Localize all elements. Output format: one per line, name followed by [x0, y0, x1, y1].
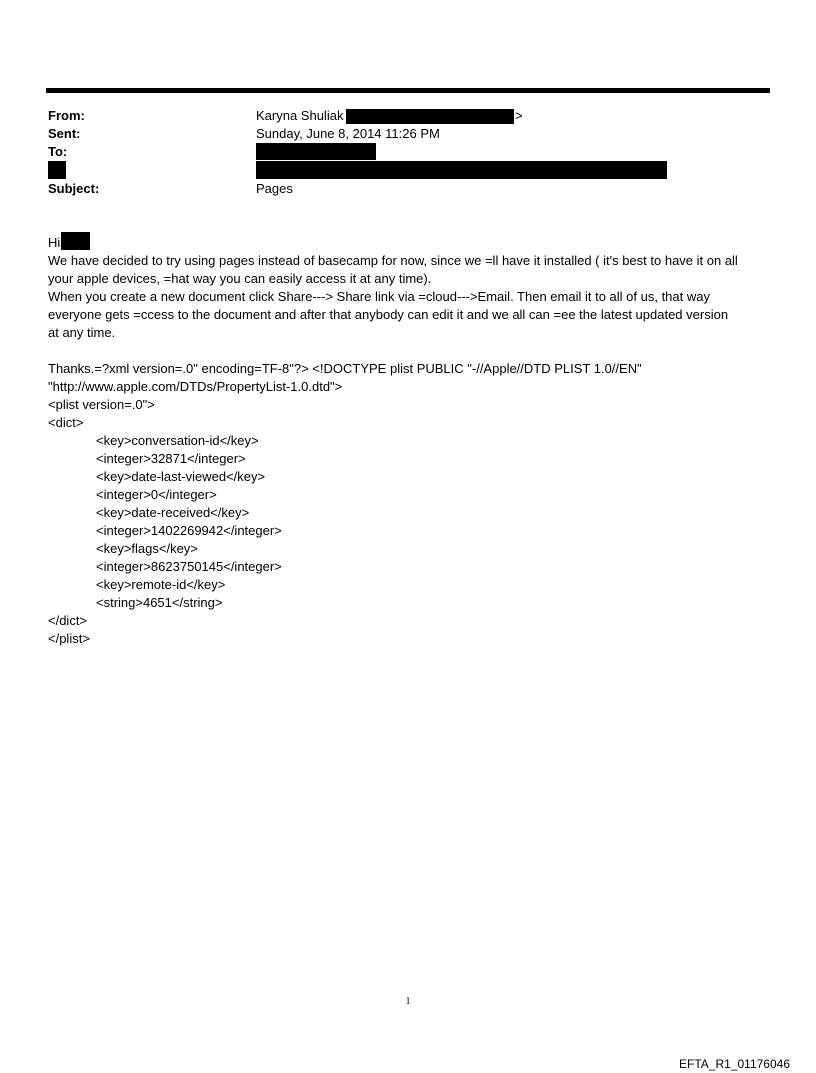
- plist-line: </plist>: [48, 631, 90, 646]
- redaction-greeting-name: [61, 232, 90, 250]
- subject-value: Pages: [256, 181, 293, 196]
- plist-line: <dict>: [48, 415, 84, 430]
- redaction-from-email: [346, 109, 514, 124]
- plist-entry: <string>4651</string>: [96, 595, 223, 610]
- plist-entry: <key>date-received</key>: [96, 505, 250, 520]
- plist-line: "http://www.apple.com/DTDs/PropertyList-1.0.dtd">: [48, 379, 343, 394]
- plist-entry: <key>conversation-id</key>: [96, 433, 259, 448]
- body-line: your apple devices, =hat way you can easily access it at any time).: [48, 271, 432, 286]
- page-number: 1: [405, 996, 411, 1007]
- redaction-cc-label: [48, 161, 66, 179]
- from-suffix: >: [515, 108, 523, 123]
- plist-entry: <integer>32871</integer>: [96, 451, 246, 466]
- subject-label: Subject:: [48, 181, 100, 196]
- bates-number: EFTA_R1_01176046: [679, 1057, 790, 1071]
- body-line: We have decided to try using pages instead of basecamp for now, since we =ll have it installed ( it's best to have it on all: [48, 253, 738, 268]
- sent-label: Sent:: [48, 126, 81, 141]
- plist-entry: <integer>8623750145</integer>: [96, 559, 282, 574]
- plist-entry: <integer>0</integer>: [96, 487, 217, 502]
- plist-line: </dict>: [48, 613, 88, 628]
- body-line: at any time.: [48, 325, 116, 340]
- redaction-to-line-1: [256, 143, 376, 160]
- plist-line: Thanks.=?xml version=.0" encoding=TF-8"?> <!DOCTYPE plist PUBLIC "-//Apple//DTD PLIST 1.0//EN": [48, 361, 642, 376]
- from-label: From:: [48, 108, 85, 123]
- plist-line: <plist version=.0">: [48, 397, 155, 412]
- greeting: Hi: [48, 235, 61, 250]
- plist-entry: <key>flags</key>: [96, 541, 198, 556]
- plist-entry: <integer>1402269942</integer>: [96, 523, 282, 538]
- to-label: To:: [48, 144, 68, 159]
- body-line: everyone gets =ccess to the document and after that anybody can edit it and we all can =ee the latest updated version: [48, 307, 729, 322]
- plist-entry: <key>remote-id</key>: [96, 577, 226, 592]
- body-line: When you create a new document click Share---> Share link via =cloud--->Email. Then email it to all of us, that way: [48, 289, 710, 304]
- sent-value: Sunday, June 8, 2014 11:26 PM: [256, 126, 440, 141]
- from-name: Karyna Shuliak: [256, 108, 344, 123]
- header-rule: [46, 88, 770, 93]
- redaction-to-line-2: [256, 161, 667, 179]
- plist-entry: <key>date-last-viewed</key>: [96, 469, 266, 484]
